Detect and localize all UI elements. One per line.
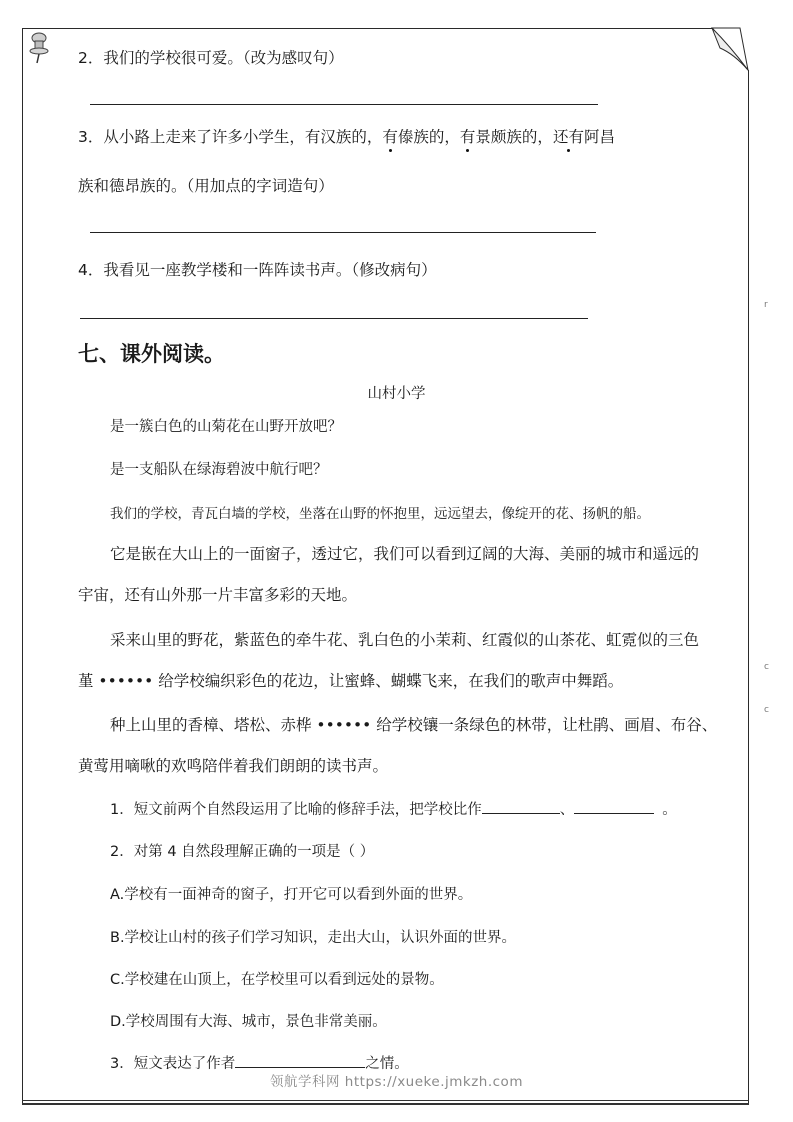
rq3-end: 之情。 — [365, 1056, 409, 1072]
reading-question-1 — [110, 798, 677, 819]
page-border-right — [748, 70, 749, 1104]
page-border-left — [22, 28, 23, 1104]
edge-mark-1: r — [764, 300, 768, 310]
passage-paragraph-4-line2: 宇宙，还有山外那一片丰富多彩的天地。 — [78, 586, 358, 604]
question-3-line2: 族和德昂族的。（用加点的字词造句） — [78, 177, 334, 195]
rq3-text: 3．短文表达了作者 — [110, 1056, 236, 1072]
section-title: 七、课外阅读。 — [78, 342, 225, 366]
q3-dotted-you-1: 有 — [382, 125, 398, 147]
q3-text-a: 3．从小路上走来了许多小学生，有汉族的， — [78, 128, 383, 146]
q3-text-d: 阿昌 — [583, 128, 615, 146]
question-4: 4．我看见一座教学楼和一阵阵读书声。（修改病句） — [78, 261, 437, 279]
q3-text-c: 景颇族的， — [475, 128, 553, 146]
question-3-line1 — [78, 125, 615, 147]
rq1-separator: 、 — [559, 802, 575, 818]
option-c[interactable]: C.学校建在山顶上，在学校里可以看到远处的景物。 — [110, 972, 444, 988]
rq3-blank[interactable] — [235, 1053, 365, 1068]
passage-paragraph-6-line1: 种上山里的香樟、塔松、赤桦 •••••• 给学校镶一条绿色的林带，让杜鹃、画眉、布谷、 — [110, 716, 718, 734]
q3-dotted-haiyou: 还有 — [553, 125, 584, 147]
answer-line-q4[interactable] — [80, 318, 588, 319]
passage-paragraph-5-line2: 堇 •••••• 给学校编织彩色的花边，让蜜蜂、蝴蝶飞来，在我们的歌声中舞蹈。 — [78, 672, 624, 690]
passage-paragraph-5-line1: 采来山里的野花，紫蓝色的牵牛花、乳白色的小茉莉、红霞似的山茶花、虹霓似的三色 — [110, 631, 700, 649]
option-d[interactable]: D.学校周围有大海、城市，景色非常美丽。 — [110, 1014, 387, 1030]
edge-mark-2: c — [764, 662, 769, 672]
passage-paragraph-2: 是一支船队在绿海碧波中航行吧？ — [110, 462, 328, 478]
rq1-text: 1．短文前两个自然段运用了比喻的修辞手法，把学校比作 — [110, 802, 482, 818]
answer-line-q3[interactable] — [90, 232, 596, 233]
page-curl-icon — [700, 24, 752, 76]
passage-title: 山村小学 — [367, 386, 426, 402]
pushpin-icon — [26, 30, 52, 64]
footer-watermark: 领航学科网 https://xueke.jmkzh.com — [270, 1074, 523, 1090]
edge-mark-3: c — [764, 705, 769, 715]
passage-paragraph-3: 我们的学校，青瓦白墙的学校，坐落在山野的怀抱里，远远望去，像绽开的花、扬帆的船。 — [110, 506, 650, 522]
q3-text-b: 傣族的， — [397, 128, 460, 146]
option-a[interactable]: A.学校有一面神奇的窗子，打开它可以看到外面的世界。 — [110, 887, 473, 903]
reading-question-2: 2．对第 4 自然段理解正确的一项是（ ） — [110, 844, 375, 860]
page-border-top — [22, 28, 712, 29]
page-border-bottom — [22, 1100, 749, 1105]
answer-line-q2[interactable] — [90, 104, 598, 105]
rq1-end: 。 — [662, 802, 677, 818]
rq1-blank-2[interactable] — [574, 799, 654, 814]
q3-dotted-you-2: 有 — [460, 125, 476, 147]
passage-paragraph-1: 是一簇白色的山菊花在山野开放吧？ — [110, 419, 342, 435]
passage-paragraph-6-line2: 黄莺用嘀啾的欢鸣陪伴着我们朗朗的读书声。 — [78, 757, 389, 775]
question-2: 2．我们的学校很可爱。（改为感叹句） — [78, 49, 344, 67]
passage-paragraph-4-line1: 它是嵌在大山上的一面窗子，透过它，我们可以看到辽阔的大海、美丽的城市和遥远的 — [110, 545, 700, 563]
option-b[interactable]: B.学校让山村的孩子们学习知识，走出大山，认识外面的世界。 — [110, 930, 517, 946]
rq1-blank-1[interactable] — [482, 799, 560, 814]
